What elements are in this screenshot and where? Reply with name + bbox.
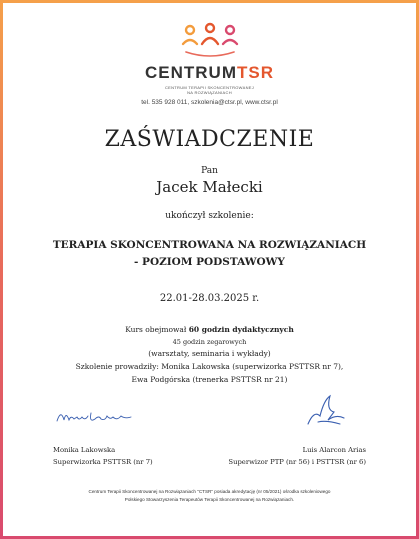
left-signature-image [55, 405, 135, 427]
brand-sub-line2: NA ROZWIĄZANIACH [187, 90, 232, 95]
instructors-line1: Szkolenie prowadziły: Monika Lakowska (superwizorka PSTTSR nr 7), [75, 362, 344, 371]
recipient-name: Jacek Małecki [156, 178, 263, 196]
course-line1: TERAPIA SKONCENTROWANA NA ROZWIĄZANIACH [52, 239, 367, 251]
brand-subtitle [0, 85, 419, 95]
right-signer-role: Superwizor PTP (nr 56) i PSTTSR (nr 6) [228, 458, 366, 466]
salutation: Pan [201, 166, 218, 176]
brand-sub-line1: CENTRUM TERAPII SKONCENTROWANEJ [164, 85, 255, 90]
hours-line [0, 325, 419, 334]
contact-line: tel. 535 928 011, szkolenia@ctsr.pl, www.ctsr.pl [141, 99, 278, 106]
instructors-line2: Ewa Podgórska (trenerka PSTTSR nr 21) [131, 375, 288, 384]
three-people-logo-icon [180, 22, 240, 58]
accreditation-footer [0, 488, 419, 504]
footer-line2: Polskiego Stowarzyszenia Terapeutów Terapii Skoncentrowanej na Rozwiązaniach. [124, 497, 295, 502]
course-dates: 22.01-28.03.2025 r. [159, 293, 260, 304]
left-signer-role: Superwizorka PSTTSR (nr 7) [53, 458, 153, 466]
left-signer-name: Monika Lakowska [53, 446, 116, 454]
hours-bold: 60 godzin dydaktycznych [188, 325, 294, 334]
completed-text: ukończył szkolenie: [165, 211, 254, 221]
footer-line1: Centrum Terapii Skoncentrowanej na Rozwiązaniach "CTSR" posiada akredytację (nr 05/2021) ośrodka szkoleniowego [88, 489, 331, 494]
clock-hours: 45 godzin zegarowych [172, 338, 247, 346]
right-signature-image [300, 390, 350, 430]
course-format: (warsztaty, seminaria i wykłady) [148, 349, 271, 358]
hours-prefix: Kurs obejmował [125, 325, 189, 334]
brand-prefix: CENTRUM [145, 63, 237, 82]
course-name [0, 237, 419, 271]
brand-suffix: TSR [237, 63, 274, 82]
left-signer [53, 444, 153, 468]
right-signer-name: Luis Alarcon Arias [302, 446, 366, 454]
certificate-title: ZAŚWIADCZENIE [104, 127, 315, 152]
course-line2: - POZIOM PODSTAWOWY [134, 256, 285, 268]
right-signer [228, 444, 366, 468]
brand-name [0, 63, 419, 83]
